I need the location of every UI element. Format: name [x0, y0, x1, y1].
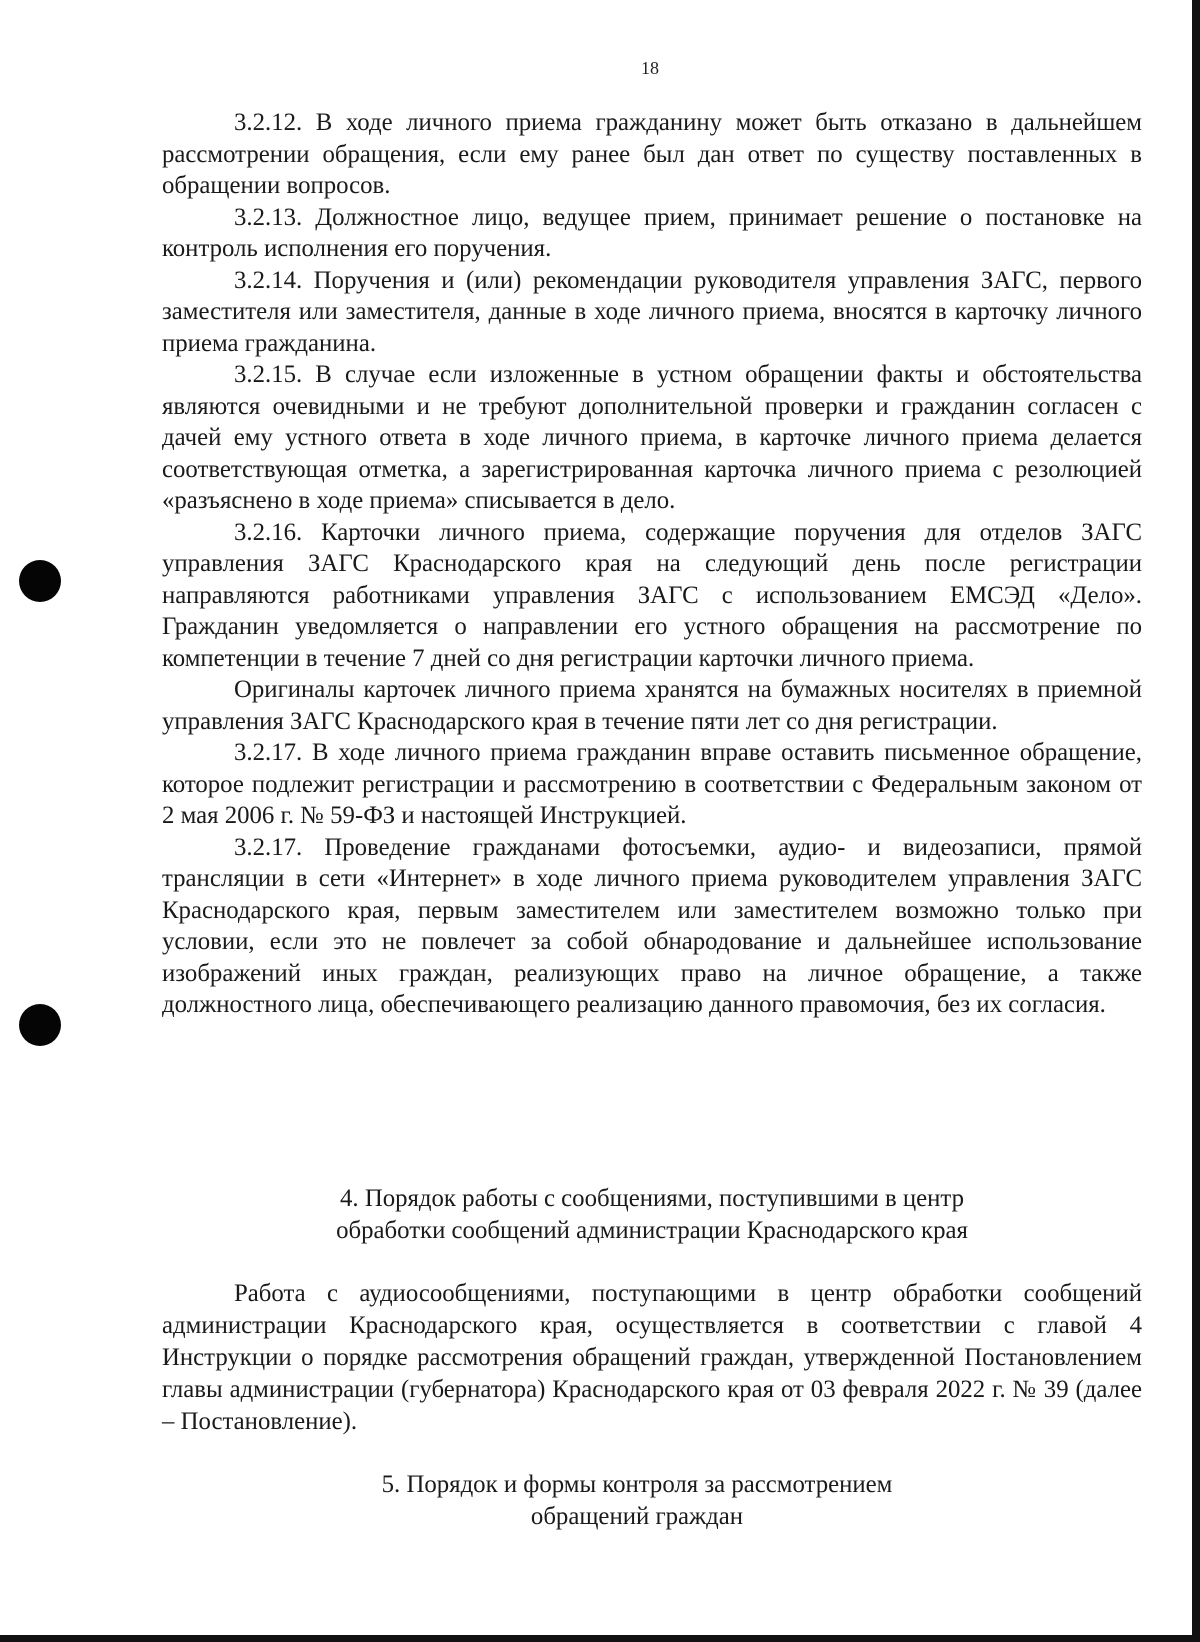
paragraph-3-2-17-recording: 3.2.17. Проведение гражданами фотосъемки, аудио- и видеозаписи, прямой трансляции в сети «Интернет» в ходе личного приема руководителем управления ЗАГС Краснодарского края, первым заместителем или заместителем возможно только при условии, если это не повлечет за собой обнародование и дальнейшее использование изображений иных граждан, реализующих право на личное обращение, а также должностного лица, обеспечивающего реализацию данного правомочия, без их согласия.: [162, 833, 1142, 1018]
paragraph-section-4: Работа с аудиосообщениями, поступающими в центр обработки сообщений администрации Краснодарского края, осуществляется в соответствии с главой 4 Инструкции о порядке рассмотрения обращений граждан, утвержденной Постановлением главы администрации (губернатора) Краснодарского края от 03 февраля 2022 г. № 39 (далее – Постановление).: [162, 1280, 1142, 1435]
punch-hole-lower: [19, 1004, 61, 1046]
section-4-heading: 4. Порядок работы с сообщениями, поступившими в центр обработки сообщений администрации Краснодарского края: [336, 1185, 968, 1244]
paragraph-3-2-12: 3.2.12. В ходе личного приема гражданину может быть отказано в дальнейшем рассмотрении обращения, если ему ранее был дан ответ по существу поставленных в обращении вопросов.: [162, 109, 1142, 199]
section-5-heading: 5. Порядок и формы контроля за рассмотрением обращений граждан: [381, 1471, 893, 1530]
paragraph-3-2-15: 3.2.15. В случае если изложенные в устном обращении факты и обстоятельства являются очевидными и не требуют дополнительной проверки и гражданин согласен с дачей ему устного ответа в ходе личного приема, в карточке личного приема делается соответствующая отметка, а зарегистрированная карточка личного приема с резолюцией «разъяснено в ходе приема» списывается в дело.: [162, 361, 1142, 514]
scan-edge-right: [1192, 0, 1200, 1642]
paragraph-3-2-14: 3.2.14. Поручения и (или) рекомендации руководителя управления ЗАГС, первого заместителя или заместителя, данные в ходе личного приема, вносятся в карточку личного приема гражданина.: [162, 266, 1142, 357]
paragraph-3-2-17-written: 3.2.17. В ходе личного приема гражданин вправе оставить письменное обращение, которое подлежит регистрации и рассмотрению в соответствии с Федеральным законом от 2 мая 2006 г. № 59-ФЗ и настоящей Инструкцией.: [162, 739, 1142, 829]
section-5-heading-block: [162, 1469, 1142, 1532]
section-4-heading-block: [162, 1183, 1142, 1246]
punch-hole-upper: [19, 560, 61, 602]
page-number: 18: [641, 58, 659, 78]
section-3-body: [162, 107, 1142, 1021]
section-4-body: [162, 1278, 1142, 1438]
paragraph-3-2-13: 3.2.13. Должностное лицо, ведущее прием, принимает решение о постановке на контроль исполнения его поручения.: [162, 203, 1142, 262]
paragraph-originals: Оригиналы карточек личного приема хранятся на бумажных носителях в приемной управления ЗАГС Краснодарского края в течение пяти лет со дня регистрации.: [162, 676, 1142, 735]
scan-edge-bottom: [0, 1635, 1200, 1642]
paragraph-3-2-16: 3.2.16. Карточки личного приема, содержащие поручения для отделов ЗАГС управления ЗАГС Краснодарского края на следующий день после регистрации направляются работниками управления ЗАГС с использованием ЕМСЭД «Дело». Гражданин уведомляется о направлении его устного обращения на рассмотрение по компетенции в течение 7 дней со дня регистрации карточки личного приема.: [162, 518, 1142, 672]
